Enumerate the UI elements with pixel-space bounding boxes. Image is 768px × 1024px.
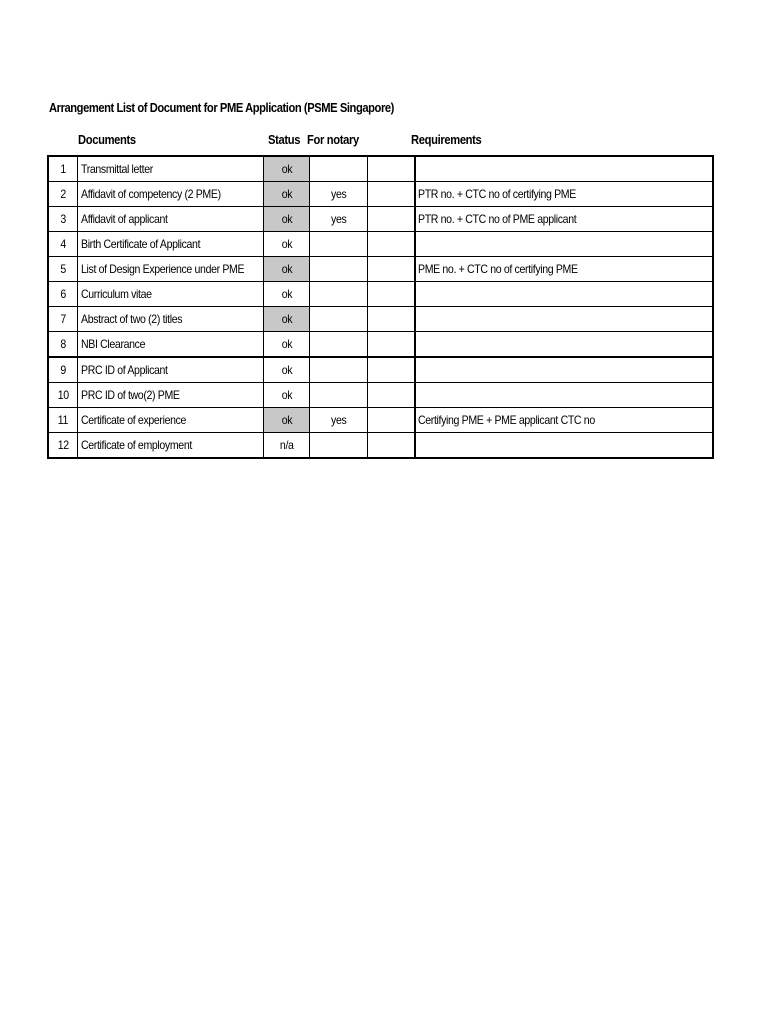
row-number-text: 2 [60, 187, 66, 201]
row-number-text: 5 [60, 262, 66, 276]
table-row [48, 232, 713, 257]
document-name [78, 207, 264, 232]
row-number [48, 433, 78, 459]
notary-cell [310, 408, 368, 433]
row-number [48, 232, 78, 257]
empty-cell [368, 232, 416, 257]
status-cell-text: ok [281, 287, 292, 301]
status-cell [264, 433, 310, 459]
document-name [78, 357, 264, 383]
requirement-cell [415, 182, 713, 207]
status-cell [264, 257, 310, 282]
row-number [48, 207, 78, 232]
status-cell [264, 408, 310, 433]
requirement-cell [415, 232, 713, 257]
row-number-text: 9 [60, 363, 66, 377]
document-name-text: Certificate of experience [81, 413, 187, 427]
status-cell [264, 332, 310, 358]
status-cell [264, 383, 310, 408]
table-row [48, 282, 713, 307]
status-cell [264, 282, 310, 307]
status-cell-text: ok [281, 187, 292, 201]
requirement-cell [415, 383, 713, 408]
empty-cell [368, 307, 416, 332]
requirement-cell-text: Certifying PME + PME applicant CTC no [418, 413, 595, 427]
document-name-text: Abstract of two (2) titles [81, 312, 183, 326]
empty-cell [368, 332, 416, 358]
notary-cell [310, 282, 368, 307]
status-cell [264, 357, 310, 383]
document-name-text: NBI Clearance [81, 337, 146, 351]
empty-cell [368, 182, 416, 207]
notary-cell [310, 257, 368, 282]
table-row [48, 383, 713, 408]
row-number [48, 307, 78, 332]
row-number [48, 257, 78, 282]
empty-cell [368, 156, 416, 182]
notary-cell [310, 156, 368, 182]
status-cell-text: ok [281, 363, 292, 377]
requirement-cell-text: PME no. + CTC no of certifying PME [418, 262, 578, 276]
requirement-cell-text: PTR no. + CTC no of certifying PME [418, 187, 576, 201]
empty-cell [368, 357, 416, 383]
status-cell [264, 182, 310, 207]
empty-cell [368, 257, 416, 282]
notary-cell [310, 307, 368, 332]
status-cell-text: ok [281, 262, 292, 276]
table-row [48, 357, 713, 383]
status-cell-text: ok [281, 337, 292, 351]
status-cell [264, 207, 310, 232]
document-name [78, 433, 264, 459]
row-number [48, 357, 78, 383]
requirement-cell [415, 433, 713, 459]
requirement-cell-text: PTR no. + CTC no of PME applicant [418, 212, 577, 226]
requirement-cell [415, 332, 713, 358]
header-status: Status [268, 132, 301, 147]
row-number-text: 10 [57, 388, 69, 402]
row-number [48, 332, 78, 358]
document-name [78, 408, 264, 433]
row-number [48, 282, 78, 307]
empty-cell [368, 207, 416, 232]
empty-cell [368, 282, 416, 307]
notary-cell [310, 332, 368, 358]
table-row [48, 433, 713, 459]
document-name-text: PRC ID of two(2) PME [81, 388, 180, 402]
row-number [48, 383, 78, 408]
row-number-text: 1 [60, 162, 66, 176]
document-name-text: List of Design Experience under PME [81, 262, 245, 276]
table-row [48, 257, 713, 282]
table-row [48, 332, 713, 358]
header-documents: Documents [78, 132, 136, 147]
document-name [78, 332, 264, 358]
notary-cell-text: yes [330, 212, 347, 226]
document-name [78, 156, 264, 182]
row-number [48, 182, 78, 207]
notary-cell [310, 182, 368, 207]
status-cell-text: ok [281, 212, 292, 226]
notary-cell [310, 207, 368, 232]
status-cell [264, 307, 310, 332]
requirement-cell [415, 257, 713, 282]
requirement-cell [415, 156, 713, 182]
row-number [48, 408, 78, 433]
notary-cell [310, 232, 368, 257]
document-name [78, 232, 264, 257]
status-cell-text: n/a [279, 438, 294, 452]
status-cell-text: ok [281, 162, 292, 176]
status-cell-text: ok [281, 237, 292, 251]
document-title: Arrangement List of Document for PME Application (PSME Singapore) [49, 100, 394, 115]
row-number-text: 3 [60, 212, 66, 226]
document-name [78, 182, 264, 207]
document-name [78, 383, 264, 408]
status-cell-text: ok [281, 413, 292, 427]
document-name [78, 257, 264, 282]
table-row [48, 182, 713, 207]
row-number-text: 8 [60, 337, 66, 351]
notary-cell-text: yes [330, 413, 347, 427]
document-name-text: Affidavit of applicant [81, 212, 168, 226]
row-number-text: 4 [60, 237, 66, 251]
table-row [48, 408, 713, 433]
empty-cell [368, 408, 416, 433]
row-number [48, 156, 78, 182]
header-requirements: Requirements [411, 132, 482, 147]
empty-cell [368, 433, 416, 459]
notary-cell [310, 383, 368, 408]
requirement-cell [415, 207, 713, 232]
empty-cell [368, 383, 416, 408]
requirement-cell [415, 282, 713, 307]
requirement-cell [415, 408, 713, 433]
document-name [78, 307, 264, 332]
status-cell-text: ok [281, 312, 292, 326]
table-row [48, 207, 713, 232]
document-name-text: Curriculum vitae [81, 287, 152, 301]
table-row [48, 307, 713, 332]
header-for-notary: For notary [307, 132, 359, 147]
requirement-cell [415, 357, 713, 383]
row-number-text: 12 [57, 438, 69, 452]
status-cell [264, 156, 310, 182]
table-row [48, 156, 713, 182]
document-name [78, 282, 264, 307]
notary-cell [310, 357, 368, 383]
documents-table [47, 155, 714, 459]
notary-cell [310, 433, 368, 459]
requirement-cell [415, 307, 713, 332]
notary-cell-text: yes [330, 187, 347, 201]
status-cell-text: ok [281, 388, 292, 402]
row-number-text: 6 [60, 287, 66, 301]
document-name-text: Birth Certificate of Applicant [81, 237, 201, 251]
document-name-text: Transmittal letter [81, 162, 153, 176]
row-number-text: 11 [57, 413, 69, 427]
document-name-text: PRC ID of Applicant [81, 363, 168, 377]
document-name-text: Certificate of employment [81, 438, 192, 452]
document-name-text: Affidavit of competency (2 PME) [81, 187, 221, 201]
status-cell [264, 232, 310, 257]
row-number-text: 7 [60, 312, 66, 326]
